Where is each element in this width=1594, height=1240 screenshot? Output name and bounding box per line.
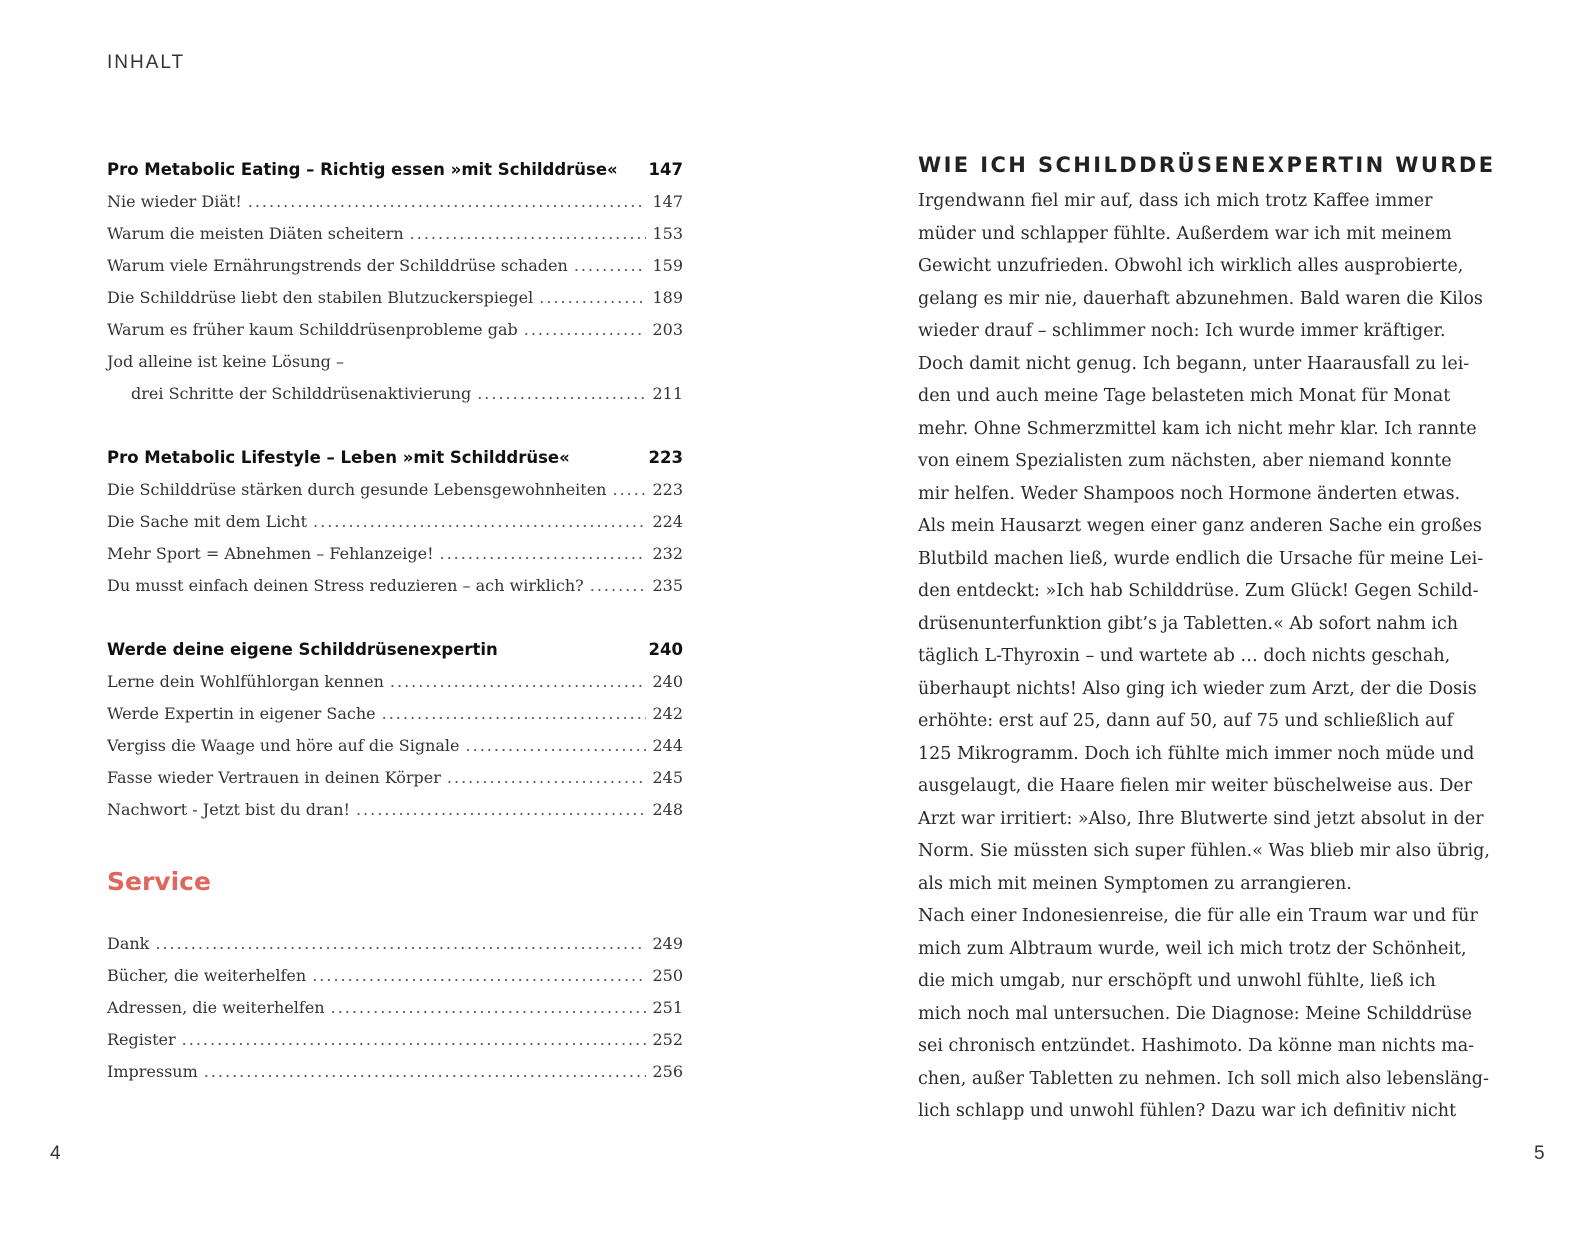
leader-dots — [390, 666, 647, 698]
toc-entry-page: 203 — [652, 320, 683, 339]
toc-section-title: Werde deine eigene Schilddrüsenexpertin — [107, 640, 498, 659]
body-line: überhaupt nichts! Also ging ich wieder zum Arzt, der die Dosis — [918, 678, 1477, 699]
body-line: die mich umgab, nur erschöpft und unwohl fühlte, ließ ich — [918, 971, 1436, 991]
toc-entry — [107, 1056, 683, 1088]
toc-entry-page: 224 — [652, 512, 683, 531]
toc-entry — [107, 794, 683, 826]
toc-entry — [107, 538, 683, 570]
toc-entry — [107, 282, 683, 314]
toc-entry-page: 250 — [652, 966, 683, 985]
toc-entry — [107, 506, 683, 538]
toc-entry — [107, 730, 683, 762]
toc-section-heading — [107, 442, 683, 474]
toc-entry-title: Dank — [107, 934, 150, 953]
toc-entry-title: Warum die meisten Diäten scheitern — [107, 224, 404, 243]
body-line: Arzt war irritiert: »Also, Ihre Blutwerte sind jetzt absolut in der — [918, 808, 1484, 829]
toc-entry-title: Die Schilddrüse stärken durch gesunde Lebensgewohnheiten — [107, 480, 607, 499]
body-line: erhöhte: erst auf 25, dann auf 50, auf 75 und schließlich auf — [918, 711, 1454, 731]
toc-entry — [107, 570, 683, 602]
body-line: mich noch mal untersuchen. Die Diagnose: Meine Schilddrüse — [918, 1003, 1472, 1024]
toc-section-page: 223 — [648, 448, 683, 467]
toc-entry-page: 252 — [652, 1030, 683, 1049]
toc-entry-title: drei Schritte der Schilddrüsenaktivierung — [131, 384, 472, 403]
toc-entry-page: 248 — [652, 800, 683, 819]
leader-dots — [574, 250, 647, 282]
body-line: Als mein Hausarzt wegen einer ganz anderen Sache ein großes — [918, 516, 1482, 536]
body-line: mehr. Ohne Schmerzmittel kam ich nicht mehr klar. Ich rannte — [918, 418, 1477, 439]
leader-dots — [477, 378, 646, 410]
leader-dots — [312, 960, 646, 992]
toc-entry — [107, 928, 683, 960]
leader-dots — [466, 730, 647, 762]
toc-entry-title: Nie wieder Diät! — [107, 192, 242, 211]
toc-entry — [107, 698, 683, 730]
toc-entry-title: Mehr Sport = Abnehmen – Fehlanzeige! — [107, 544, 434, 563]
body-line: chen, außer Tabletten zu nehmen. Ich soll mich also lebensläng- — [918, 1068, 1489, 1089]
toc-entry-title: Die Sache mit dem Licht — [107, 512, 308, 531]
toc-entry-page: 240 — [652, 672, 683, 691]
toc-section-page: 147 — [648, 160, 683, 179]
body-line: Nach einer Indonesienreise, die für alle ein Traum war und für — [918, 906, 1478, 926]
leader-dots — [612, 474, 646, 506]
body-line: täglich L-Thyroxin – und wartete ab … doch nichts geschah, — [918, 646, 1451, 666]
leader-dots — [356, 794, 647, 826]
body-line: Blutbild machen ließ, wurde endlich die Ursache für meine Lei- — [918, 548, 1484, 569]
body-line: den und auch meine Tage belasteten mich Monat für Monat — [918, 386, 1451, 406]
body-line: wieder drauf – schlimmer noch: Ich wurde immer kräftiger. — [918, 321, 1446, 341]
toc-entry-title: Vergiss die Waage und höre auf die Signale — [107, 736, 460, 755]
toc-section-heading — [107, 634, 683, 666]
toc-entry-title: Impressum — [107, 1062, 198, 1081]
toc-entry-page: 235 — [652, 576, 683, 595]
toc-entry — [107, 1024, 683, 1056]
body-line: Doch damit nicht genug. Ich begann, unter Haarausfall zu lei- — [918, 353, 1470, 374]
toc-entry-page: 256 — [652, 1062, 683, 1081]
toc-entry — [107, 992, 683, 1024]
leader-dots — [313, 506, 646, 538]
toc-entry-page: 244 — [652, 736, 683, 755]
toc-entry-page: 147 — [652, 192, 683, 211]
toc-entry — [107, 314, 683, 346]
toc-entry-title: Jod alleine ist keine Lösung – — [107, 352, 344, 371]
toc-entry-page: 251 — [652, 998, 683, 1017]
toc-entry-title: Warum es früher kaum Schilddrüsenprobleme gab — [107, 320, 518, 339]
toc-entry-title: Register — [107, 1030, 176, 1049]
body-line: Gewicht unzufrieden. Obwohl ich wirklich alles ausprobierte, — [918, 256, 1464, 276]
body-line: gelang es mir nie, dauerhaft abzunehmen. Bald waren die Kilos — [918, 288, 1483, 309]
toc-entry-page: 153 — [652, 224, 683, 243]
toc-entry-page: 211 — [652, 384, 683, 403]
toc-entry-title: Adressen, die weiterhelfen — [107, 998, 325, 1017]
toc-entry — [107, 378, 683, 410]
page-number-right: 5 — [1534, 1143, 1545, 1164]
toc-entry — [107, 250, 683, 282]
toc-entry-title: Nachwort - Jetzt bist du dran! — [107, 800, 350, 819]
toc-entry — [107, 762, 683, 794]
body-line: lich schlapp und unwohl fühlen? Dazu war ich definitiv nicht — [918, 1101, 1457, 1121]
toc-entry — [107, 218, 683, 250]
toc-entry-page: 245 — [652, 768, 683, 787]
leader-dots — [155, 928, 646, 960]
toc-entry — [107, 474, 683, 506]
toc-section — [107, 634, 683, 826]
toc-entry-title: Die Schilddrüse liebt den stabilen Blutzuckerspiegel — [107, 288, 534, 307]
toc-entry-title: Werde Expertin in eigener Sache — [107, 704, 376, 723]
toc-section — [107, 442, 683, 602]
toc-entry — [107, 666, 683, 698]
page-number-left: 4 — [50, 1143, 61, 1164]
toc-entry-title: Warum viele Ernährungstrends der Schilddrüse schaden — [107, 256, 568, 275]
toc-entry — [107, 186, 683, 218]
service-heading: Service — [107, 867, 211, 896]
chapter-body — [918, 185, 1498, 1128]
toc-entry-title: Fasse wieder Vertrauen in deinen Körper — [107, 768, 441, 787]
toc-section — [107, 154, 683, 410]
toc-section-title: Pro Metabolic Eating – Richtig essen »mit Schilddrüse« — [107, 160, 618, 179]
leader-dots — [204, 1056, 647, 1088]
toc-entry-title: Lerne dein Wohlfühlorgan kennen — [107, 672, 384, 691]
leader-dots — [182, 1024, 647, 1056]
body-line: den entdeckt: »Ich hab Schilddrüse. Zum Glück! Gegen Schild- — [918, 581, 1479, 601]
toc-entry-page: 159 — [652, 256, 683, 275]
body-line: Norm. Sie müssten sich super fühlen.« Was blieb mir also übrig, — [918, 841, 1490, 861]
body-line: als mich mit meinen Symptomen zu arrangieren. — [918, 873, 1352, 894]
body-line: Irgendwann fiel mir auf, dass ich mich trotz Kaffee immer — [918, 191, 1433, 211]
toc-entry-title: Bücher, die weiterhelfen — [107, 966, 307, 985]
toc-section-title: Pro Metabolic Lifestyle – Leben »mit Schilddrüse« — [107, 448, 570, 467]
body-line: von einem Spezialisten zum nächsten, aber niemand konnte — [918, 451, 1452, 471]
body-line: ausgelaugt, die Haare fielen mir weiter büschelweise aus. Der — [918, 776, 1473, 796]
toc-entry-title: Du musst einfach deinen Stress reduzieren – ach wirklich? — [107, 576, 584, 595]
leader-dots — [539, 282, 646, 314]
toc-entry-page: 232 — [652, 544, 683, 563]
chapter-title: WIE ICH SCHILDDRÜSENEXPERTIN WURDE — [918, 153, 1496, 177]
leader-dots — [447, 762, 647, 794]
chapter-page — [918, 145, 1498, 1128]
body-line: sei chronisch entzündet. Hashimoto. Da könne man nichts ma- — [918, 1036, 1475, 1056]
leader-dots — [248, 186, 647, 218]
toc-entry-page: 189 — [652, 288, 683, 307]
toc-entry-page: 223 — [652, 480, 683, 499]
running-header: INHALT — [107, 52, 186, 73]
toc-entry-page: 249 — [652, 934, 683, 953]
table-of-contents — [107, 154, 683, 1120]
body-line: mich zum Albtraum wurde, weil ich mich trotz der Schönheit, — [918, 938, 1467, 959]
toc-entry-page: 242 — [652, 704, 683, 723]
toc-section-heading — [107, 154, 683, 186]
body-line: müder und schlapper fühlte. Außerdem war ich mit meinem — [918, 223, 1452, 244]
leader-dots — [382, 698, 647, 730]
leader-dots — [590, 570, 647, 602]
leader-dots — [410, 218, 647, 250]
toc-entry — [107, 960, 683, 992]
body-line: mir helfen. Weder Shampoos noch Hormone änderten etwas. — [918, 483, 1461, 504]
toc-section-page: 240 — [648, 640, 683, 659]
leader-dots — [440, 538, 647, 570]
toc-entry — [107, 346, 683, 378]
body-line: drüsenunterfunktion gibt’s ja Tabletten.« Ab sofort nahm ich — [918, 613, 1459, 634]
service-section — [107, 928, 683, 1088]
body-line: 125 Mikrogramm. Doch ich fühlte mich immer noch müde und — [918, 743, 1475, 764]
leader-dots — [331, 992, 647, 1024]
leader-dots — [524, 314, 647, 346]
